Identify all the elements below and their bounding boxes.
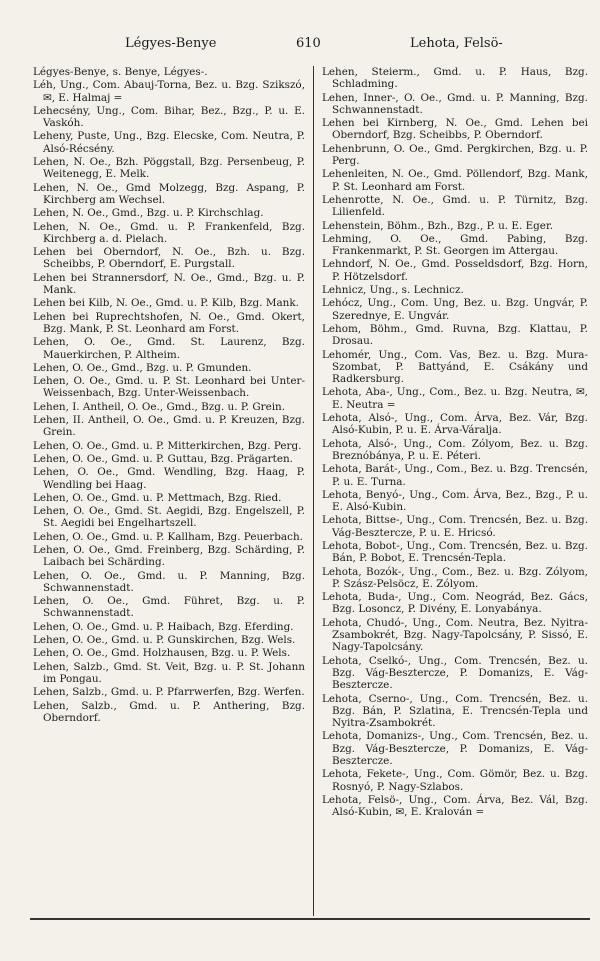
page-number: 610: [296, 36, 321, 51]
entry: Lehenbrunn, O. Oe., Gmd. Pergkirchen, Bzg. u. P. Perg.: [322, 142, 588, 168]
entry: Lehndorf, N. Oe., Gmd. Posseldsdorf, Bzg. Horn, P. Hötzelsdorf.: [322, 258, 588, 283]
entry: Lehota, Chudó-, Ung., Com. Neutra, Bez. Nyitra-Zsambokrét, Bzg. Nagy-Tapolcsány, P. Sissó, E. Nagy-Tapolcsány.: [322, 616, 588, 654]
left-column: [33, 66, 305, 725]
bottom-rule: [30, 918, 590, 920]
entry: Lehecsény, Ung., Com. Bihar, Bez., Bzg., P. u. E. Vaskóh.: [33, 104, 305, 130]
entry: Lehnicz, Ung., s. Lechnicz.: [322, 284, 464, 297]
entry: Lehota, Cserno-, Ung., Com. Trencsén, Bez. u. Bzg. Bán, P. Szlatina, E. Trencsén-Tepla und Nyitra-Zsambokrét.: [322, 692, 588, 730]
entry: Lehen, O. Oe., Gmd. u. P. Manning, Bzg. Schwannenstadt.: [33, 569, 305, 594]
entry: Lehen, Salzb., Gmd. u. P. Pfarrwerfen, Bzg. Werfen.: [33, 686, 305, 699]
entry: Lehen bei Strannersdorf, N. Oe., Gmd., Bzg. u. P. Mank.: [33, 271, 305, 297]
entry: Lehen, N. Oe., Bzh. Pöggstall, Bzg. Persenbeug, P. Weitenegg, E. Melk.: [33, 156, 305, 181]
entry: Lehota, Buda-, Ung., Com. Neográd, Bez. Gács, Bzg. Losoncz, P. Divény, E. Lonyabánya.: [322, 591, 588, 616]
entry: Lehen bei Kirnberg, N. Oe., Gmd. Lehen bei Oberndorf, Bzg. Scheibbs, P. Oberndorf.: [322, 117, 588, 142]
entry: Lehomér, Ung., Com. Vas, Bez. u. Bzg. Mura-Szombat, P. Battyánd, E. Csákány und Radkersburg.: [322, 348, 588, 386]
entry: Lehota, Fekete-, Ung., Com. Gömör, Bez. u. Bzg. Rosnyó, P. Nagy-Szlabos.: [322, 768, 588, 793]
entry: Lehen, O. Oe., Gmd. u. P. Haibach, Bzg. Eferding.: [33, 620, 294, 633]
entry: Lehota, Benyó-, Ung., Com. Árva, Bez., Bzg., P. u. E. Alsó-Kubin.: [322, 488, 588, 514]
entry: Lehen, Salzb., Gmd. u. P. Anthering, Bzg. Oberndorf.: [33, 699, 305, 724]
entry: Lehen, O. Oe., Gmd. u. P. Guttau, Bzg. Prägarten.: [33, 452, 293, 465]
entry: Lehen, Salzb., Gmd. St. Veit, Bzg. u. P. St. Johann im Pongau.: [33, 660, 305, 685]
entry: Lehota, Cselkó-, Ung., Com. Trencsén, Bez. u. Bzg. Vág-Besztercze, P. Domanizs, E. Vág-Besztercze.: [322, 654, 588, 692]
entry: Lehen, O. Oe., Gmd. Holzhausen, Bzg. u. P. Wels.: [33, 647, 291, 660]
entry: Lehen bei Kilb, N. Oe., Gmd. u. P. Kilb, Bzg. Mank.: [33, 297, 299, 310]
entry: Lehen, O. Oe., Gmd. Wendling, Bzg. Haag, P. Wendling bei Haag.: [33, 466, 305, 491]
entry: Lehenstein, Böhm., Bzh., Bzg., P. u. E. Eger.: [322, 219, 554, 232]
entry: Légyes-Benye, s. Benye, Légyes-.: [33, 66, 208, 78]
entry: Lehota, Alsó-, Ung., Com. Zólyom, Bez. u. Bzg. Breznóbánya, P. u. E. Péteri.: [322, 437, 588, 462]
entry: Lehming, O. Oe., Gmd. Pabing, Bzg. Frankenmarkt, P. St. Georgen im Attergau.: [322, 232, 588, 258]
entry: Lehota, Felsö-, Ung., Com. Árva, Bez. Vál, Bzg. Alsó-Kubin, ✉, E. Kralován =: [322, 793, 588, 819]
header-last-entry: Lehota, Felsö-: [410, 36, 503, 51]
entry: Lehen, O. Oe., Gmd. u. P. Mettmach, Bzg. Ried.: [33, 491, 282, 504]
entry: Lehen, O. Oe., Gmd. u. P. Mitterkirchen, Bzg. Perg.: [33, 439, 302, 452]
entry: Lehota, Aba-, Ung., Com., Bez. u. Bzg. Neutra, ✉, E. Neutra =: [322, 386, 588, 411]
entry: Lehen, O. Oe., Gmd., Bzg. u. P. Gmunden.: [33, 361, 252, 374]
entry: Lehota, Bobot-, Ung., Com. Trencsén, Bez. u. Bzg. Bán, P. Bobot, E. Trencsén-Tepla.: [322, 539, 588, 565]
entry: Lehota, Bittse-, Ung., Com. Trencsén, Bez. u. Bzg. Vág-Besztercze, P. u. E. Hricsó.: [322, 514, 588, 539]
entry: Lehen, O. Oe., Gmd. St. Laurenz, Bzg. Mauerkirchen, P. Altheim.: [33, 336, 305, 361]
entry: Lehen, N. Oe., Gmd Molzegg, Bzg. Aspang, P. Kirchberg am Wechsel.: [33, 181, 305, 206]
entry: Lehom, Böhm., Gmd. Ruvna, Bzg. Klattau, P. Drosau.: [322, 322, 588, 348]
entry: Lehota, Bozók-, Ung., Com., Bez. u. Bzg. Zólyom, P. Szász-Pelsöcz, E. Zólyom.: [322, 565, 588, 590]
entry: Lehen, O. Oe., Gmd. Führet, Bzg. u. P. Schwannenstadt.: [33, 595, 305, 620]
entry: Lehócz, Ung., Com. Ung, Bez. u. Bzg. Ungvár, P. Szerednye, E. Ungvár.: [322, 297, 588, 322]
entry: Lehenrotte, N. Oe., Gmd. u. P. Türnitz, Bzg. Lilienfeld.: [322, 193, 588, 219]
entry: Lehen bei Oberndorf, N. Oe., Bzh. u. Bzg. Scheibbs, P. Oberndorf, E. Purgstall.: [33, 246, 305, 271]
entry: Lehen, Inner-, O. Oe., Gmd. u. P. Manning, Bzg. Schwannenstadt.: [322, 91, 588, 116]
entry: Lehota, Barát-, Ung., Com., Bez. u. Bzg. Trencsén, P. u. E. Turna.: [322, 463, 588, 488]
entry: Lehen, I. Antheil, O. Oe., Gmd., Bzg. u. P. Grein.: [33, 400, 286, 413]
entry: Lehen, N. Oe., Gmd., Bzg. u. P. Kirchschlag.: [33, 207, 264, 220]
entry: Lehen, O. Oe., Gmd. Freinberg, Bzg. Schärding, P. Laibach bei Schärding.: [33, 543, 305, 569]
page-header: [0, 36, 600, 58]
entry: Lehen, O. Oe., Gmd. u. P. Kallham, Bzg. Peuerbach.: [33, 530, 303, 543]
right-column: [322, 66, 588, 820]
entry: Lehen, O. Oe., Gmd. u. P. St. Leonhard bei Unter-Weissenbach, Bzg. Unter-Weissenbach.: [33, 375, 305, 400]
entry: Lehota, Domanizs-, Ung., Com. Trencsén, Bez. u. Bzg. Vág-Besztercze, P. Domanizs, E. Vág-Besztercze.: [322, 730, 588, 768]
entry: Lehen, Steierm., Gmd. u. P. Haus, Bzg. Schladming.: [322, 66, 588, 91]
entry: Léh, Ung., Com. Abauj-Torna, Bez. u. Bzg. Szikszó, ✉, E. Halmaj =: [33, 79, 305, 104]
entry: Lehota, Alsó-, Ung., Com. Árva, Bez. Vár, Bzg. Alsó-Kubin, P. u. E. Árva-Váralja.: [322, 412, 588, 437]
entry: Leheny, Puste, Ung., Bzg. Elecske, Com. Neutra, P. Alsó-Récsény.: [33, 130, 305, 155]
entry: Lehen, O. Oe., Gmd. St. Aegidi, Bzg. Engelszell, P. St. Aegidi bei Engelhartszell.: [33, 505, 305, 530]
column-divider: [313, 66, 314, 916]
entry: Lehen, II. Antheil, O. Oe., Gmd. u. P. Kreuzen, Bzg. Grein.: [33, 414, 305, 439]
entry: Lehen bei Ruprechtshofen, N. Oe., Gmd. Okert, Bzg. Mank, P. St. Leonhard am Forst.: [33, 310, 305, 335]
header-first-entry: Légyes-Benye: [125, 36, 217, 51]
entry: Lehen, O. Oe., Gmd. u. P. Gunskirchen, Bzg. Wels.: [33, 634, 296, 647]
entry: Lehen, N. Oe., Gmd. u. P. Frankenfeld, Bzg. Kirchberg a. d. Pielach.: [33, 220, 305, 245]
entry: Lehenleiten, N. Oe., Gmd. Pöllendorf, Bzg. Mank, P. St. Leonhard am Forst.: [322, 168, 588, 193]
